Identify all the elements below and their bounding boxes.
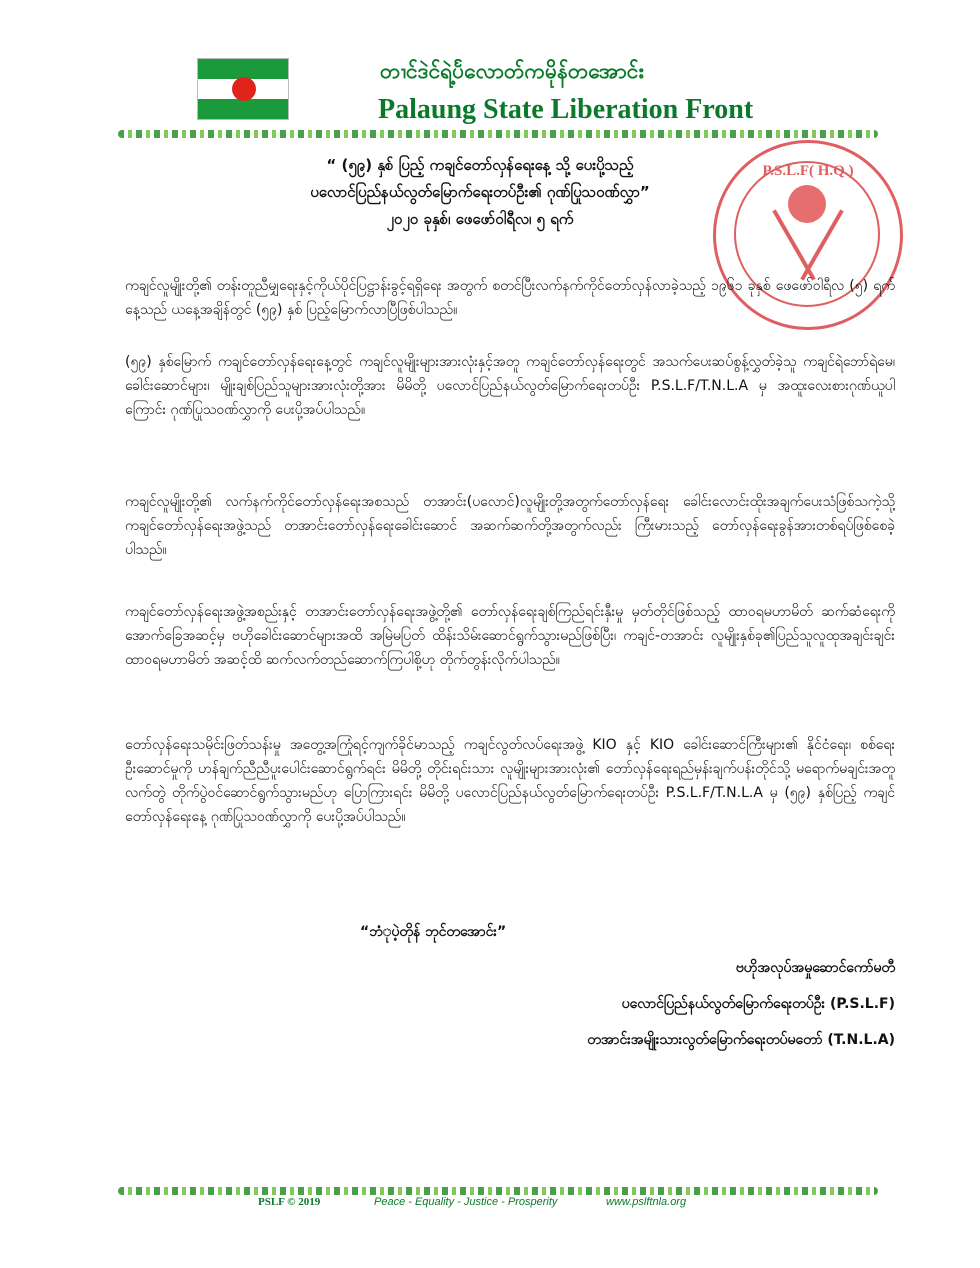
body-paragraph-1: ကချင်လူမျိုးတို့၏ တန်းတူညီမျှရေးနှင့်ကိုယ်ပိုင်ပြဋ္ဌာန်းခွင့်ရရှိရေး အတွက် စတင်ပြီးလက်နက်ကိုင်တော်လှန်လာခဲ့သည့် ၁၉၆၁ ခုနှစ် ဖေဖော်ဝါရီလ (၅) ရက်နေ့သည် ယနေ့အချိန်တွင် (၅၉) နှစ် ပြည့်မြောက်လာပြီဖြစ်ပါသည်။: [125, 278, 895, 318]
body-paragraph-2: (၅၉) နှစ်မြောက် ကချင်တော်လှန်ရေးနေ့တွင် ကချင်လူမျိုးများအားလုံးနှင့်အတူ ကချင်တော်လှန်ရေးတွင် အသက်ပေးဆပ်စွန့်လွှတ်ခဲ့သူ ကချင်ရဲဘော်ရဲမေ၊ ခေါင်းဆောင်များ၊ မျိုးချစ်ပြည်သူများအားလုံးတို့အား မိမိတို့ ပလောင်ပြည်နယ်လွတ်မြောက်ရေးတပ်ဦး P.S.L.F/T.N.L.A မှ အထူးလေးစားဂုဏ်ယူပါကြောင်း ဂုဏ်ပြုသဝဏ်လွှာကို ပေးပို့အပ်ပါသည်။: [125, 354, 895, 418]
org-name-english: Palaung State Liberation Front: [378, 94, 754, 125]
title-line-2: ပလောင်ပြည်နယ်လွတ်မြောက်ရေးတပ်ဦး၏ ဂုဏ်ပြုသဝဏ်လွှာ”: [310, 183, 650, 201]
signature-committee: ဗဟိုအလုပ်အမှုဆောင်ကော်မတီ: [735, 960, 895, 976]
signature-tnla: တအာင်းအမျိုးသားလွတ်မြောက်ရေးတပ်မတော် (T.N.L.A): [587, 1032, 895, 1048]
title-date: ၂၀၂၀ ခုနှစ်၊ ဖေဖော်ဝါရီလ၊ ၅ ရက်: [386, 210, 574, 228]
palaung-flag-logo: [197, 58, 289, 120]
body-paragraph-5: တော်လှန်ရေးသမိုင်းဖြတ်သန်းမှု အတွေ့အကြုံရင့်ကျက်ခိုင်မာသည့် ကချင်လွတ်လပ်ရေးအဖွဲ့ KIO နှင့် KIO ခေါင်းဆောင်ကြီးများ၏ နိုင်ငံရေး၊ စစ်ရေး ဦးဆောင်မှုကို ဟန်ချက်ညီညီပူးပေါင်းဆောင်ရွက်ရင်း မိမိတို့ တိုင်းရင်းသား လူမျိုးများအားလုံး၏ တော်လှန်ရေးရည်မှန်းချက်ပန်းတိုင်သို့ မရောက်မချင်းအတူလက်တွဲ တိုက်ပွဲဝင်ဆောင်ရွက်သွားမည်ဟု ပြောကြားရင်း မိမိတို့ ပလောင်ပြည်နယ်လွတ်မြောက်ရေးတပ်ဦး P.S.L.F/T.N.L.A မှ (၅၉) နှစ်ပြည့် ကချင်တော်လှန်ရေးနေ့ ဂုဏ်ပြုသဝဏ်လွှာကို ပေးပို့အပ်ပါသည်။: [125, 737, 895, 825]
footer-copyright: PSLF © 2019: [258, 1196, 321, 1208]
body-paragraph-4: ကချင်တော်လှန်ရေးအဖွဲ့အစည်းနှင့် တအာင်းတော်လှန်ရေးအဖွဲ့တို့၏ တော်လှန်ရေးချစ်ကြည်ရင်းနှီးမှု မှတ်တိုင်ဖြစ်သည့် ထာဝရမဟာမိတ် ဆက်ဆံရေးကို အောက်ခြေအဆင့်မှ ဗဟိုခေါင်းဆောင်များအထိ အမြဲမပြတ် ထိန်းသိမ်းဆောင်ရွက်သွားမည်ဖြစ်ပြီး၊ ကချင်-တအာင်း လူမျိုးနှစ်ခု၏ပြည်သူလူထုအချင်းချင်း ထာဝရမဟာမိတ် အဆင့်ထိ ဆက်လက်တည်ဆောက်ကြပါစို့ဟု တိုက်တွန်းလိုက်ပါသည်။: [125, 604, 895, 668]
top-vine-divider: [118, 130, 878, 138]
signature-pslf: ပလောင်ပြည်နယ်လွတ်မြောက်ရေးတပ်ဦး (P.S.L.F): [621, 996, 895, 1012]
title-line-1: “ (၅၉) နှစ် ပြည့် ကချင်တော်လှန်ရေးနေ့ သို့ ပေးပို့သည့်: [326, 156, 634, 174]
document-title: [200, 152, 760, 233]
seal-label: P.S.L.F( H.Q ): [762, 163, 854, 179]
footer-slogan: Peace - Equality - Justice - Prosperity: [374, 1196, 558, 1208]
body-paragraph-3: ကချင်လူမျိုးတို့၏ လက်နက်ကိုင်တော်လှန်ရေးအစသည် တအာင်း(ပလောင်)လူမျိုးတို့အတွက်တော်လှန်ရေး ခေါင်းလောင်းထိုးအချက်ပေးသံဖြစ်သကဲ့သို့ ကချင်တော်လှန်ရေးအဖွဲ့သည် တအာင်းတော်လှန်ရေးခေါင်းဆောင် အဆက်ဆက်တို့အတွက်လည်း ကြီးမားသည့် တော်လှန်ရေးခွန်အားတစ်ရပ်ဖြစ်စေခဲ့ပါသည်။: [125, 494, 895, 558]
motto: “ဘံုပဲ့တိုန် ဘုင်တအောင်း”: [360, 924, 507, 940]
bottom-vine-divider: [118, 1187, 878, 1195]
footer-website-link[interactable]: www.pslftnla.org: [606, 1196, 687, 1208]
org-name-native: တၢင်ဒဲၚ်ရဲ့ပႅလောတ်ကမိုန်တအောင်း: [380, 59, 644, 83]
